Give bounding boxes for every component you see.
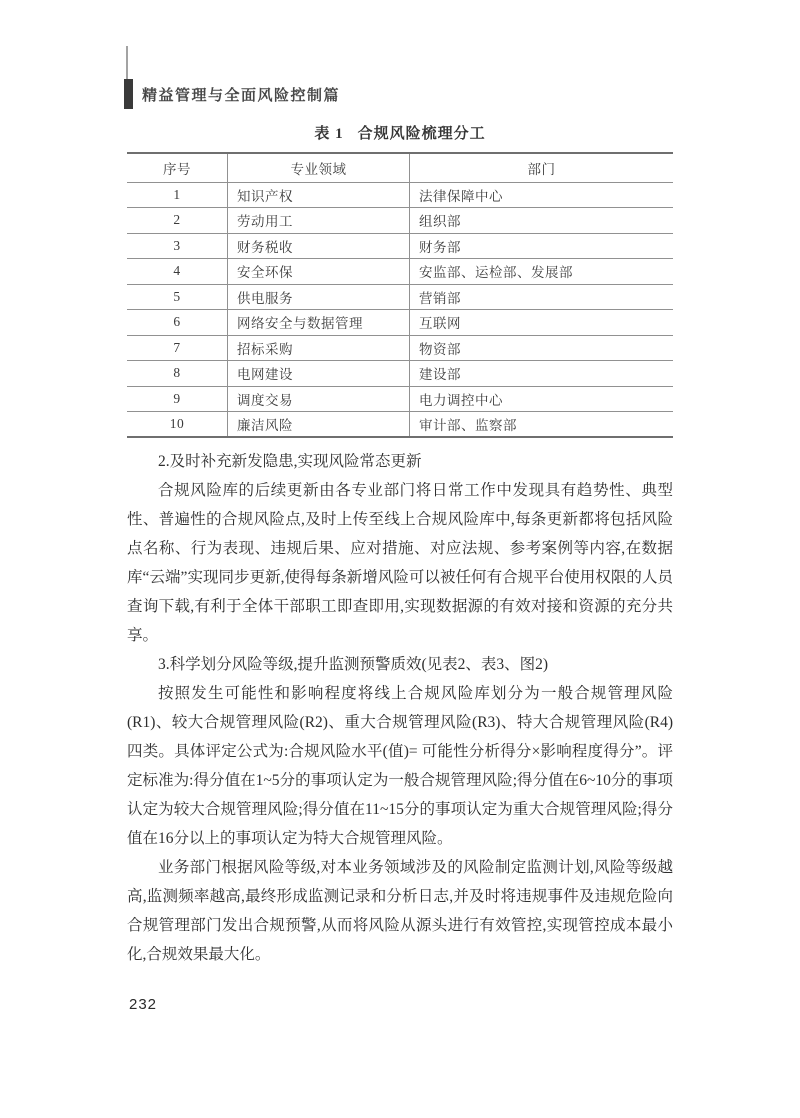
cell-field: 网络安全与数据管理 — [228, 310, 410, 336]
table-row — [127, 310, 673, 336]
subheading-3: 3.科学划分风险等级,提升监测预警质效(见表2、表3、图2) — [158, 656, 549, 673]
cell-department: 法律保障中心 — [410, 182, 674, 208]
section-title: 精益管理与全面风险控制篇 — [142, 88, 341, 104]
cell-index: 10 — [127, 412, 228, 438]
table-caption-label: 表 1 — [314, 126, 344, 142]
cell-department: 营销部 — [410, 284, 674, 310]
page-number: 232 — [129, 996, 158, 1013]
subheading-2: 2.及时补充新发隐患,实现风险常态更新 — [158, 453, 422, 470]
cell-department: 财务部 — [410, 233, 674, 259]
column-header-field: 专业领域 — [228, 153, 410, 182]
paragraph-monitoring-plan: 业务部门根据风险等级,对本业务领域涉及的风险制定监测计划,风险等级越高,监测频率越高,最终形成监测记录和分析日志,并及时将违规事件及违规危险向合规管理部门发出合规预警,从而将风险从源头进行有效管控,实现管控成本最小化,合规效果最大化。 — [127, 859, 673, 963]
compliance-risk-table — [127, 152, 673, 438]
cell-department: 审计部、监察部 — [410, 412, 674, 438]
table-row — [127, 335, 673, 361]
table-caption — [127, 122, 673, 143]
cell-field: 财务税收 — [228, 233, 410, 259]
cell-field: 廉洁风险 — [228, 412, 410, 438]
cell-field: 调度交易 — [228, 386, 410, 412]
cell-index: 5 — [127, 284, 228, 310]
body-text — [127, 447, 673, 969]
table-row — [127, 182, 673, 208]
table-row — [127, 361, 673, 387]
cell-field: 供电服务 — [228, 284, 410, 310]
cell-index: 4 — [127, 259, 228, 285]
table-caption-title: 合规风险梳理分工 — [357, 126, 486, 142]
cell-field: 电网建设 — [228, 361, 410, 387]
cell-index: 7 — [127, 335, 228, 361]
cell-department: 电力调控中心 — [410, 386, 674, 412]
paragraph-risk-grading: 按照发生可能性和影响程度将线上合规风险库划分为一般合规管理风险(R1)、较大合规管理风险(R2)、重大合规管理风险(R3)、特大合规管理风险(R4)四类。具体评定公式为:合规风险水平(值)= 可能性分析得分×影响程度得分”。评定标准为:得分值在1~5分的事项认定为一般合规管理风险;得分值在6~10分的事项认定为较大合规管理风险;得分值在11~15分的事项认定为重大合规管理风险;得分值在16分以上的事项认定为特大合规管理风险。 — [127, 685, 673, 847]
column-header-department: 部门 — [410, 153, 674, 182]
cell-department: 组织部 — [410, 208, 674, 234]
cell-field: 知识产权 — [228, 182, 410, 208]
table-row — [127, 412, 673, 438]
table-row — [127, 259, 673, 285]
section-marker-bar — [124, 79, 133, 109]
column-header-index: 序号 — [127, 153, 228, 182]
table-row — [127, 386, 673, 412]
table-row — [127, 233, 673, 259]
cell-department: 建设部 — [410, 361, 674, 387]
table-header-row — [127, 153, 673, 182]
margin-rule — [126, 46, 128, 79]
cell-index: 3 — [127, 233, 228, 259]
cell-index: 2 — [127, 208, 228, 234]
table-row — [127, 208, 673, 234]
cell-department: 互联网 — [410, 310, 674, 336]
cell-department: 安监部、运检部、发展部 — [410, 259, 674, 285]
cell-index: 1 — [127, 182, 228, 208]
cell-field: 安全环保 — [228, 259, 410, 285]
cell-department: 物资部 — [410, 335, 674, 361]
cell-index: 8 — [127, 361, 228, 387]
cell-index: 9 — [127, 386, 228, 412]
table-row — [127, 284, 673, 310]
cell-field: 招标采购 — [228, 335, 410, 361]
paragraph-risk-library-update: 合规风险库的后续更新由各专业部门将日常工作中发现具有趋势性、典型性、普遍性的合规风险点,及时上传至线上合规风险库中,每条更新都将包括风险点名称、行为表现、违规后果、应对措施、对应法规、参考案例等内容,在数据库“云端”实现同步更新,使得每条新增风险可以被任何有合规平台使用权限的人员查询下载,有利于全体干部职工即查即用,实现数据源的有效对接和资源的充分共享。 — [127, 482, 673, 644]
cell-field: 劳动用工 — [228, 208, 410, 234]
cell-index: 6 — [127, 310, 228, 336]
